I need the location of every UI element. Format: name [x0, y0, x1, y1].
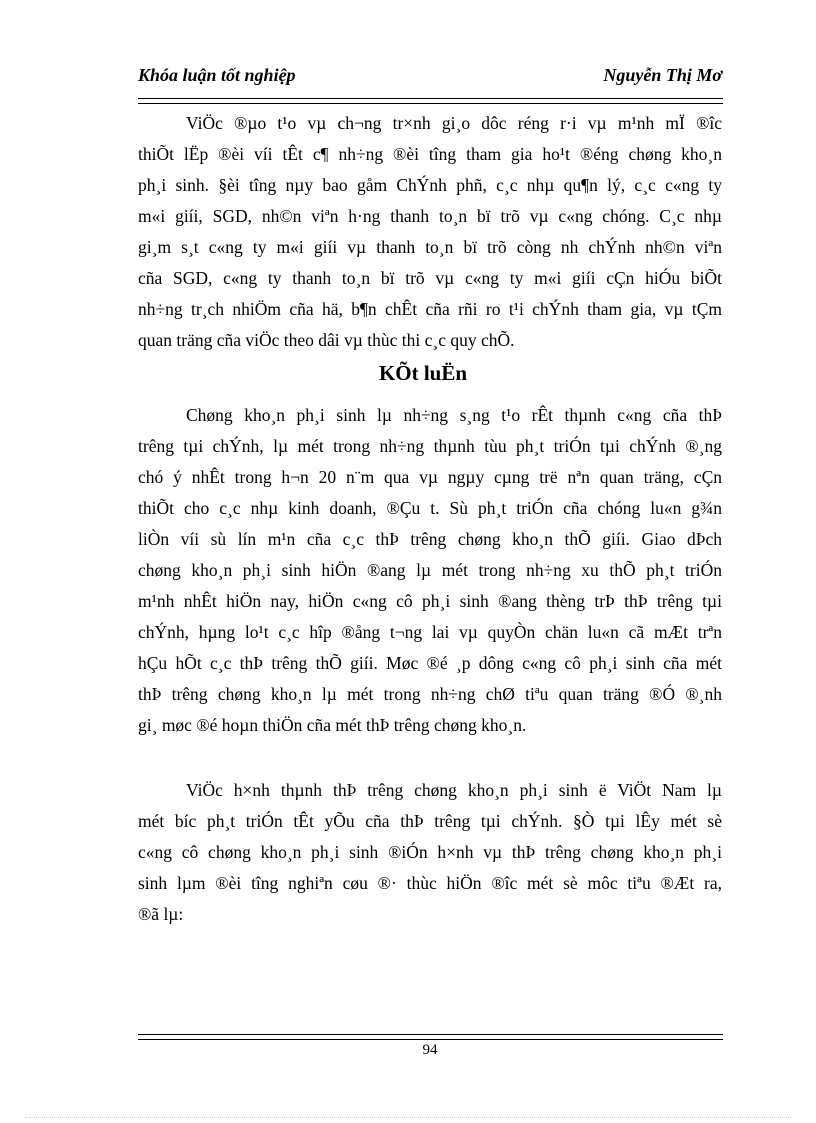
page-edge	[25, 1117, 791, 1118]
text-line: m«i giíi, SGD, nh©n viªn h·ng thanh to¸n bï trõ vµ c«ng chóng. C¸c nhµ	[138, 206, 722, 226]
text-line: thÞ trêng chøng kho¸n lµ mét trong nh÷ng chØ tiªu quan träng ®Ó ®¸nh	[138, 684, 722, 704]
section-heading: KÕt luËn	[378, 361, 468, 385]
text-line: ViÖc h×nh thµnh thÞ trêng chøng kho¸n ph¸i sinh ë ViÖt Nam lµ	[186, 780, 722, 800]
text-line: liÒn víi sù lín m¹n cña c¸c thÞ trêng chøng kho¸n thÕ giíi. Giao dÞch	[138, 529, 722, 549]
text-line: ViÖc ®µo t¹o vµ ch¬ng tr×nh gi¸o dôc réng r·i vµ m¹nh mÏ ®îc	[186, 113, 722, 133]
text-line: chó ý nhÊt trong h¬n 20 n¨m qua vµ ngµy cµng trë nªn quan träng, cÇn	[138, 467, 722, 487]
text-line: hÇu hÕt c¸c thÞ trêng thÕ giíi. Møc ®é ¸p dông c«ng cô ph¸i sinh cña mét	[138, 653, 722, 673]
text-line: gi¸ møc ®é hoµn thiÖn cña mét thÞ trêng chøng kho¸n.	[138, 715, 527, 735]
text-line: nh÷ng tr¸ch nhiÖm cña hä, b¶n chÊt cña rñi ro t¹i chÝnh tham gia, vµ tÇm	[138, 299, 722, 319]
text-line: c«ng cô chøng kho¸n ph¸i sinh ®iÓn h×nh vµ thÞ trêng chøng kho¸n ph¸i	[138, 842, 722, 862]
text-line: trêng tµi chÝnh, lµ mét trong nh÷ng thµnh tùu ph¸t triÓn tµi chÝnh ®¸ng	[138, 436, 722, 456]
text-line: chÝnh, hµng lo¹t c¸c hîp ®ång t¬ng lai vµ quyÒn chän lu«n cã mÆt trªn	[138, 622, 722, 642]
footer-rule	[138, 1034, 723, 1040]
header-author: Nguyễn Thị Mơ	[603, 65, 722, 85]
text-line: sinh lµm ®èi tîng nghiªn cøu ®· thùc hiÖn ®îc mét sè môc tiªu ®Æt ra,	[138, 873, 722, 893]
text-line: gi¸m s¸t c«ng ty m«i giíi vµ thanh to¸n bï trõ còng nh chÝnh nh©n viªn	[138, 237, 722, 257]
page-number: 94	[422, 1042, 438, 1058]
text-line: thiÕt cho c¸c nhµ kinh doanh, ®Çu t. Sù ph¸t triÓn cña chóng lu«n g¾n	[138, 498, 722, 518]
text-line: mét bíc ph¸t triÓn tÊt yÕu cña thÞ trêng tµi chÝnh. §Ò tµi lÊy mét sè	[138, 811, 722, 831]
text-line: ph¸i sinh. §èi tîng nµy bao gåm ChÝnh phñ, c¸c nhµ qu¶n lý, c¸c c«ng ty	[138, 175, 722, 195]
text-line: quan träng cña viÖc theo dâi vµ thùc thi c¸c quy chÕ.	[138, 330, 515, 350]
header-rule	[138, 98, 723, 104]
text-line: ®ã lµ:	[138, 904, 184, 924]
text-line: chøng kho¸n ph¸i sinh hiÖn ®ang lµ mét trong nh÷ng xu thÕ ph¸t triÓn	[138, 560, 722, 580]
text-line: m¹nh nhÊt hiÖn nay, hiÖn c«ng cô ph¸i sinh ®ang thèng trÞ thÞ trêng tµi	[138, 591, 722, 611]
text-line: thiÕt lËp ®èi víi tÊt c¶ nh÷ng ®èi tîng tham gia ho¹t ®éng chøng kho¸n	[138, 144, 722, 164]
text-line: Chøng kho¸n ph¸i sinh lµ nh÷ng s¸ng t¹o rÊt thµnh c«ng cña thÞ	[186, 405, 722, 425]
header-title: Khóa luận tốt nghiệp	[138, 65, 296, 85]
text-line: cña SGD, c«ng ty thanh to¸n bï trõ vµ c«ng ty m«i giíi cÇn hiÓu biÕt	[138, 268, 722, 288]
